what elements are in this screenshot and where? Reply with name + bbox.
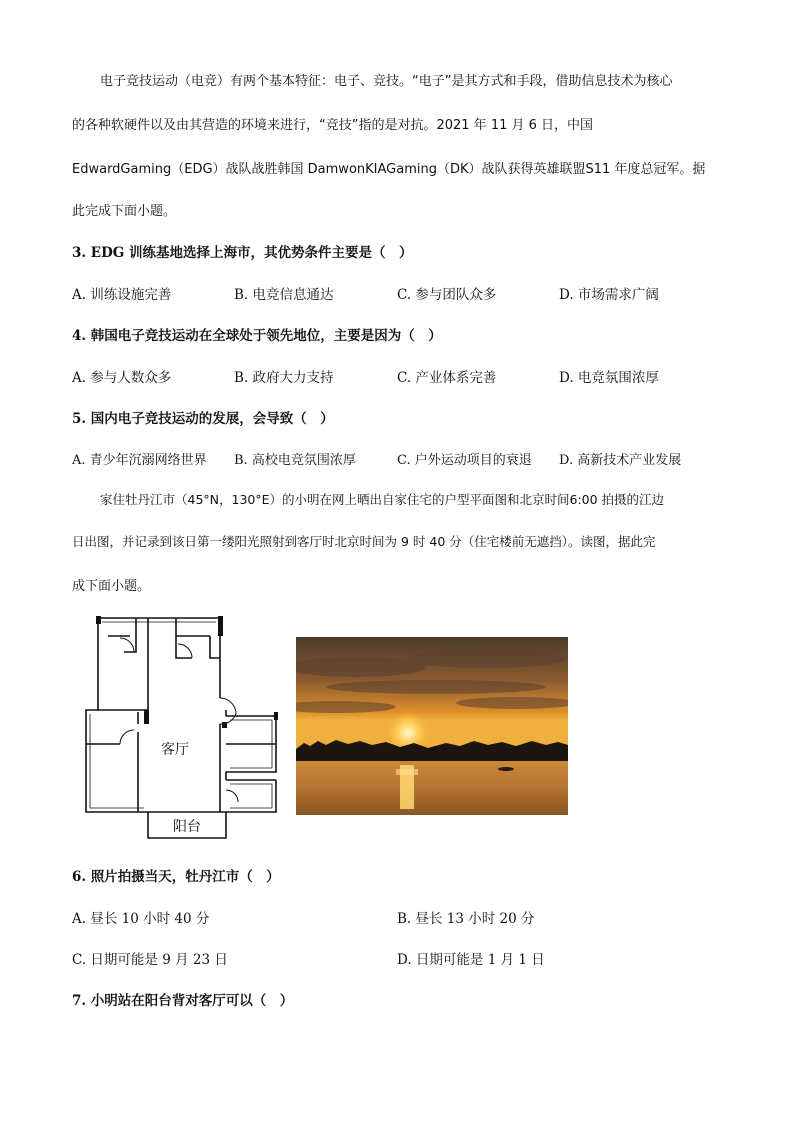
q4-option-a[interactable]: A. 参与人数众多 [72, 370, 172, 386]
balcony-label: 阳台 [173, 819, 201, 835]
q4-option-c[interactable]: C. 产业体系完善 [397, 370, 497, 386]
passage1-line2: 的各种软硬件以及由其营造的环境来进行，“竞技”指的是对抗。2021 年 11 月 6 日，中国 [72, 118, 594, 133]
passage2-line2: 日出图，并记录到该日第一缕阳光照射到客厅时北京时间为 9 时 40 分（住宅楼前无遮挡）。读图，据此完 [72, 534, 656, 549]
q4-option-d[interactable]: D. 电竞氛围浓厚 [559, 370, 659, 386]
q6-option-a[interactable]: A. 昼长 10 小时 40 分 [72, 911, 210, 927]
question-3-stem: 3. EDG 训练基地选择上海市，其优势条件主要是（ ） [72, 245, 413, 261]
passage1-line1: 电子竞技运动（电竞）有两个基本特征：电子、竞技。“电子”是其方式和手段，借助信息技术为核心 [100, 74, 673, 89]
q5-option-d[interactable]: D. 高新技术产业发展 [559, 453, 682, 468]
q5-option-c[interactable]: C. 户外运动项目的衰退 [397, 453, 532, 468]
question-7-stem: 7. 小明站在阳台背对客厅可以（ ） [72, 993, 294, 1009]
q5-option-b[interactable]: B. 高校电竞氛围浓厚 [234, 453, 356, 468]
passage1-line4: 此完成下面小题。 [72, 204, 177, 219]
question-4-stem: 4. 韩国电子竞技运动在全球处于领先地位，主要是因为（ ） [72, 328, 442, 344]
q3-option-a[interactable]: A. 训练设施完善 [72, 287, 172, 303]
question-5-stem: 5. 国内电子竞技运动的发展，会导致（ ） [72, 411, 334, 427]
q4-option-b[interactable]: B. 政府大力支持 [234, 370, 334, 386]
question-6-stem: 6. 照片拍摄当天，牡丹江市（ ） [72, 869, 280, 885]
q5-option-a[interactable]: A. 青少年沉溺网络世界 [72, 453, 207, 468]
q3-option-d[interactable]: D. 市场需求广阔 [559, 287, 659, 303]
q6-option-b[interactable]: B. 昼长 13 小时 20 分 [397, 911, 535, 927]
q3-option-c[interactable]: C. 参与团队众多 [397, 287, 497, 303]
q3-option-b[interactable]: B. 电竞信息通达 [234, 287, 334, 303]
floor-plan-figure [80, 612, 290, 840]
living-room-label: 客厅 [161, 742, 189, 758]
passage2-line1: 家住牡丹江市（45°N，130°E）的小明在网上晒出自家住宅的户型平面图和北京时间6:00 拍摄的江边 [100, 492, 665, 507]
passage2-line3: 成下面小题。 [72, 579, 151, 594]
river-sunrise-photo [296, 637, 568, 815]
q6-option-c[interactable]: C. 日期可能是 9 月 23 日 [72, 952, 228, 968]
q6-option-d[interactable]: D. 日期可能是 1 月 1 日 [397, 952, 545, 968]
passage1-line3: EdwardGaming（EDG）战队战胜韩国 DamwonKIAGaming（DK）战队获得英雄联盟S11 年度总冠军。据 [72, 162, 706, 177]
